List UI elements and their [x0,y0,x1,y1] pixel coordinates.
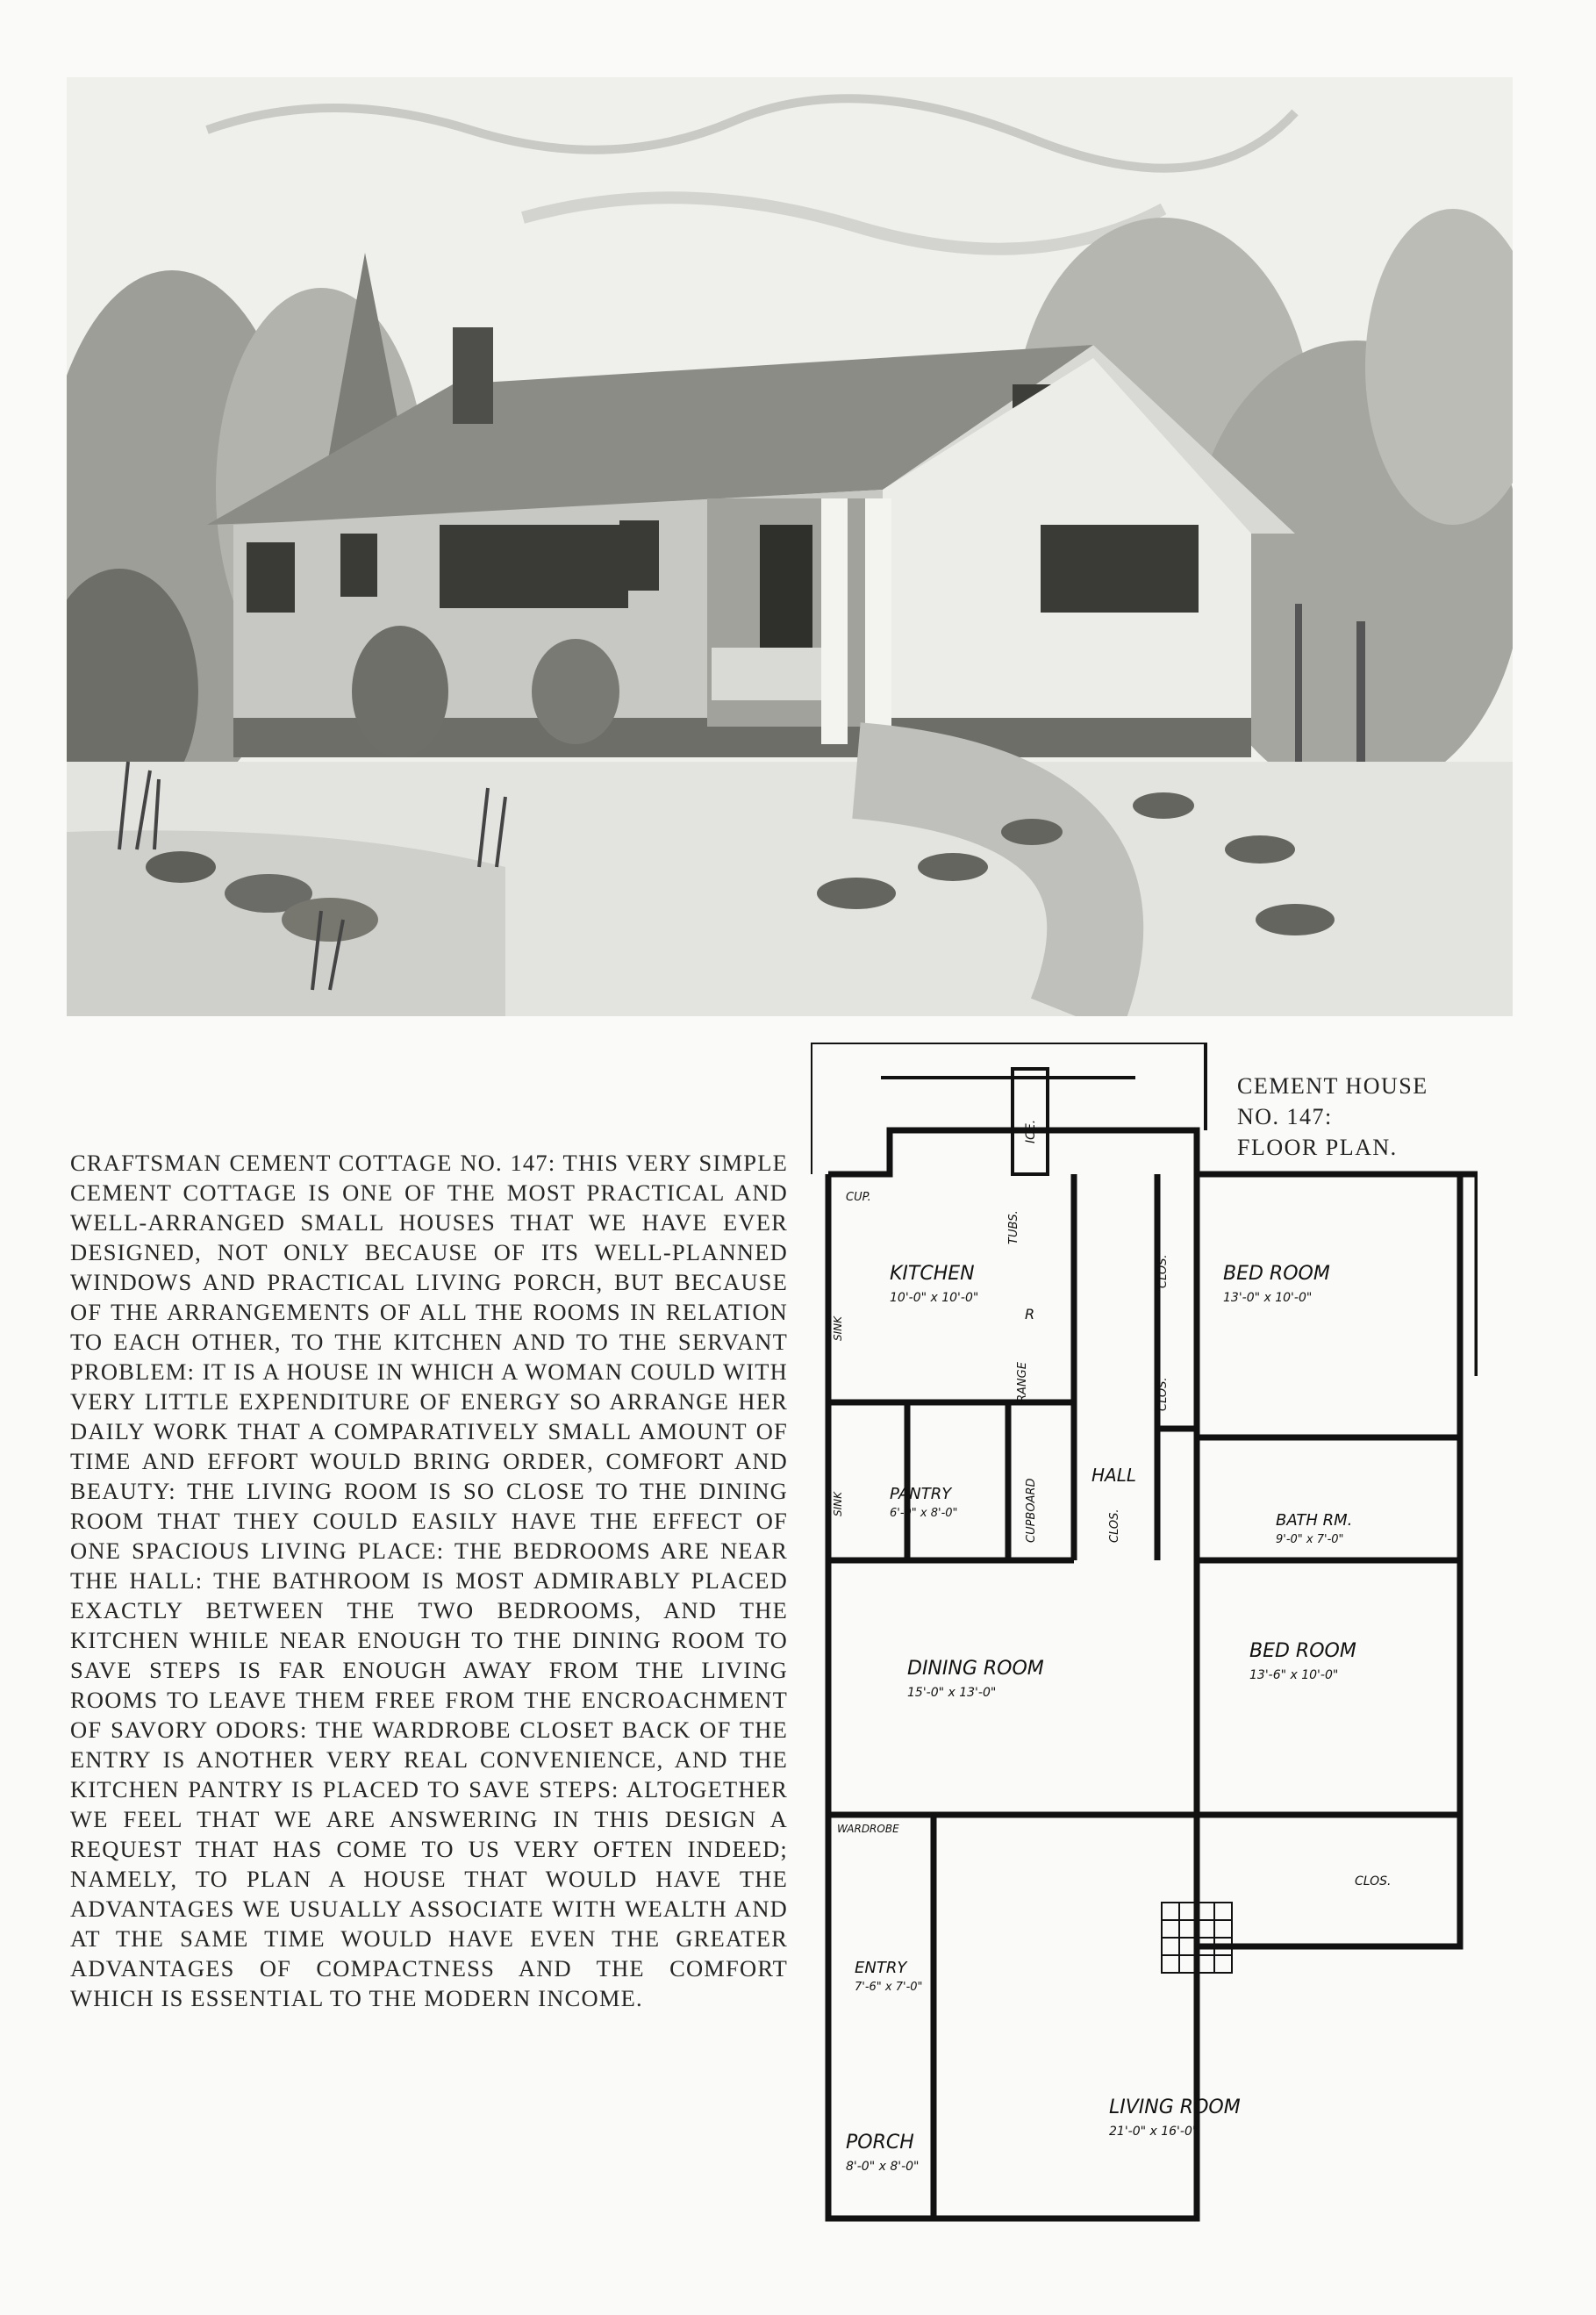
tubs-label: TUBS. [1007,1210,1020,1244]
closet-label-3: CLOS. [1108,1509,1121,1543]
bedroom-2-size: 13'-6" x 10'-0" [1249,1668,1339,1682]
cup-label: CUP. [846,1191,871,1204]
bedroom-1-size: 13'-0" x 10'-0" [1223,1291,1313,1305]
caption-line-1: CEMENT HOUSE [1237,1073,1428,1099]
cupboard-label: CUPBOARD [1025,1478,1038,1543]
ice-label: ICE. [1024,1119,1038,1143]
sink-label-2: SINK [832,1491,844,1516]
porch-label: PORCH [846,2132,914,2154]
entry-label: ENTRY [855,1959,907,1977]
cottage-drawing [67,77,1513,1016]
hall-label: HALL [1091,1465,1137,1486]
entry-size: 7'-6" x 7'-0" [855,1981,923,1994]
wardrobe-label: WARDROBE [837,1823,899,1835]
range-r-label: R [1025,1306,1035,1322]
bedroom-1-label: BED ROOM [1223,1263,1330,1285]
living-room-size: 21'-0" x 16'-0" [1109,2125,1199,2139]
caption-line-2: NO. 147: [1237,1104,1333,1129]
sink-label: SINK [832,1315,844,1341]
closet-label-2: CLOS. [1156,1377,1170,1411]
living-room-label: LIVING ROOM [1109,2096,1241,2118]
article-text: CRAFTSMAN CEMENT COTTAGE NO. 147: THIS VERY SIMPLE CEMENT COTTAGE IS ONE OF THE MOST PRACTICAL AND WELL-ARRANGED SMALL HOUSES THAT WE HAVE EVER DESIGNED, NOT ONLY BECAUSE OF ITS WELL-PLANNED WINDOWS AND PRACTICAL LIVING PORCH, BUT BECAUSE OF THE ARRANGEMENTS OF ALL THE ROOMS IN RELATION TO EACH OTHER, TO THE KITCHEN AND TO THE SERVANT PROBLEM: IT IS A HOUSE IN WHICH A WOMAN COULD WITH VERY LITTLE EXPENDITURE OF ENERGY SO ARRANGE HER DAILY WORK THAT A COMPARATIVELY SMALL AMOUNT OF TIME AND EFFORT WOULD BRING ORDER, COMFORT AND BEAUTY: THE LIVING ROOM IS SO CLOSE TO THE DINING ROOM THAT THEY COULD EASILY HAVE THE EFFECT OF ONE SPACIOUS LIVING PLACE: THE BEDROOMS ARE NEAR THE HALL: THE BATHROOM IS MOST ADMIRABLY PLACED EXACTLY BETWEEN THE TWO BEDROOMS, AND THE KITCHEN WHILE NEAR ENOUGH TO THE DINING ROOM TO SAVE STEPS IS FAR ENOUGH AWAY FROM THE LIVING ROOMS TO LEAVE THEM FREE FROM THE ENCROACHMENT OF SAVORY ODORS: THE WARDROBE CLOSET BACK OF THE ENTRY IS ANOTHER VERY REAL CONVENIENCE, AND THE KITCHEN PANTRY IS PLACED TO SAVE STEPS: ALTOGETHER WE FEEL THAT WE ARE ANSWERING IN THIS DESIGN A REQUEST THAT HAS COME TO US VERY OFTEN INDEED; NAMELY, TO PLAN A HOUSE THAT WOULD HAVE THE ADVANTAGES WE USUALLY ASSOCIATE WITH WEALTH AND AT THE SAME TIME WOULD HAVE EVEN THE GREATER ADVANTAGES OF COMPACTNESS AND THE COMFORT WHICH IS ESSENTIAL TO THE MODERN INCOME. [70,1150,788,2011]
porch-size: 8'-0" x 8'-0" [846,2160,920,2174]
kitchen-size: 10'-0" x 10'-0" [890,1291,979,1305]
cottage-illustration [67,77,1513,1016]
dining-room-size: 15'-0" x 13'-0" [907,1686,997,1700]
bedroom-2-label: BED ROOM [1249,1640,1356,1662]
bath-label: BATH RM. [1276,1511,1353,1530]
pantry-size: 6'-0" x 8'-0" [890,1507,958,1520]
range-label: RANGE [1016,1362,1029,1402]
closet-label-1: CLOS. [1156,1254,1170,1288]
pantry-label: PANTRY [890,1485,952,1503]
closet-label-4: CLOS. [1355,1874,1392,1889]
bath-size: 9'-0" x 7'-0" [1276,1533,1344,1546]
dining-room-label: DINING ROOM [907,1658,1044,1680]
kitchen-label: KITCHEN [890,1263,975,1285]
caption-line-3: FLOOR PLAN. [1237,1135,1398,1160]
floor-plan [811,1043,1478,2254]
floor-plan-drawing [811,1043,1478,2254]
